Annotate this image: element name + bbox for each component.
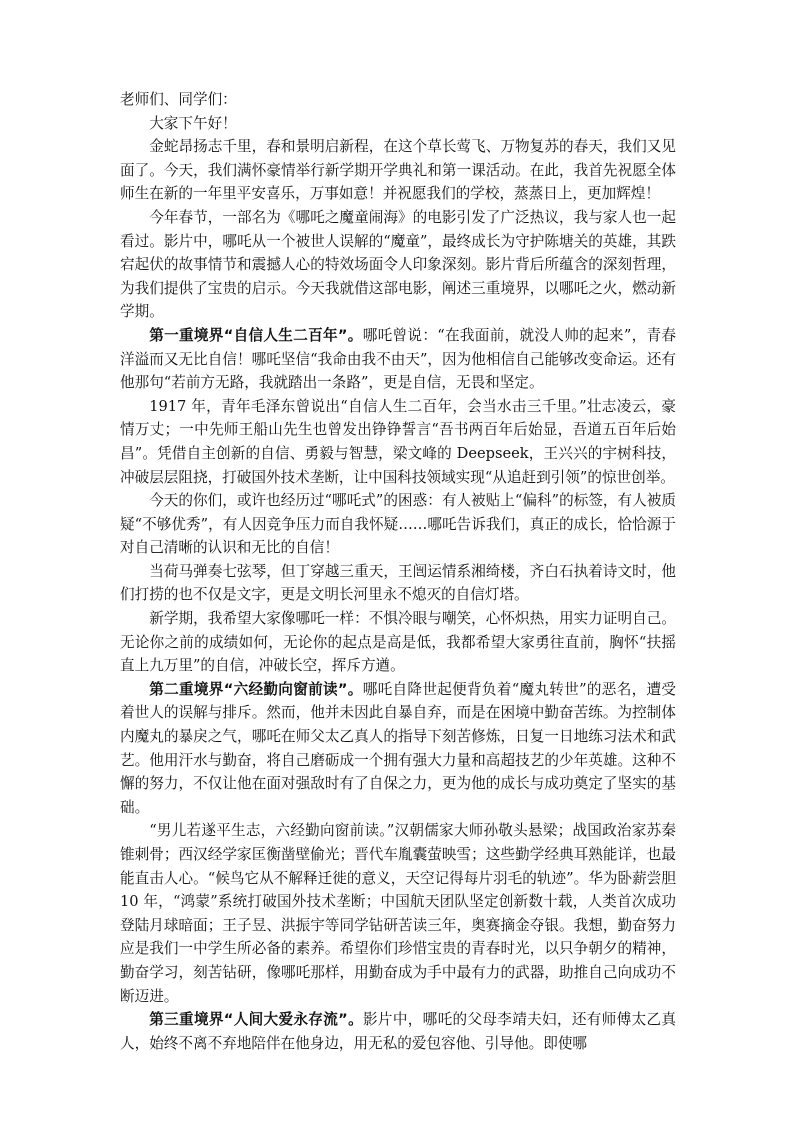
paragraph-new-semester: 新学期，我希望大家像哪吒一样：不惧冷眼与嘲笑，心怀炽热，用实力证明自己。无论你之前的成绩如何，无论你的起点是高是低，我都希望大家勇往直前，胸怀“扶摇直上九万里”的自信，冲破长空，挥斥方遒。 (120, 610, 676, 675)
paragraph-confidence-examples: 1917 年，青年毛泽东曾说出“自信人生二百年，会当水击三千里。”壮志凌云，豪情万丈；一中先师王船山先生也曾发出铮铮誓言“吾书两百年后始显，吾道五百年后始昌”。凭借自主创新的自信、勇毅与智慧，梁文峰的 Deepseek，王兴兴的宇树科技，冲破层层阻挠，打破国外技术垄断，让中国科技领域实现“从追赶到引领”的惊世创举。 (120, 397, 676, 486)
speech-document (120, 88, 676, 1055)
paragraph-diligence-examples: “男儿若遂平生志，六经勤向窗前读。”汉朝儒家大师孙敬头悬梁；战国政治家苏秦锥刺骨；西汉经学家匡衡凿壁偷光；晋代车胤囊萤映雪；这些勤学经典耳熟能详，也最能直击人心。“候鸟它从不解释迁徙的意义，天空记得每片羽毛的轨迹”。华为卧薪尝胆 10 年，“鸿蒙”系统打破国外技术垄断；中国航天团队坚定创新数十载，人类首次成功登陆月球暗面；王子昱、洪振宇等同学钻研苦读三年，奥赛摘金夺银。我想，勤奋努力应是我们一中学生所必备的素养。希望你们珍惜宝贵的青春时光，以只争朝夕的精神，勤奋学习，刻苦钻研，像哪吒那样，用勤奋成为手中最有力的武器，助推自己向成功不断迈进。 (120, 822, 676, 1005)
greeting: 大家下午好！ (149, 114, 237, 132)
section-three-text: 影片中，哪吒的父母李靖夫妇，还有师傅太乙真人，始终不离不弃地陪伴在他身边，用无私的爱包容他、引导他。即使哪 (120, 1011, 676, 1052)
paragraph-lighthouse: 当荷马弹奏七弦琴，但丁穿越三重天，王闿运情系湘绮楼，齐白石执着诗文时，他们打捞的也不仅是文字，更是文明长河里永不熄灭的自信灯塔。 (120, 562, 676, 604)
section-two (120, 678, 676, 820)
salutation: 老师们、同学们： (120, 91, 237, 108)
section-three (120, 1008, 676, 1055)
paragraph-opening: 金蛇昂扬志千里，春和景明启新程，在这个草长莺飞、万物复苏的春天，我们又见面了。今天，我们满怀豪情举行新学期开学典礼和第一课活动。在此，我首先祝愿全体师生在新的一年里平安喜乐，万事如意！并祝愿我们的学校，蒸蒸日上，更加辉煌！ (120, 138, 676, 203)
section-one-text: 哪吒曾说：“在我面前，就没人帅的起来”，青春洋溢而又无比自信！哪吒坚信“我命由我不由天”，因为他相信自己能够改变命运。还有他那句“若前方无路，我就踏出一条路”，更是自信，无畏和坚定。 (120, 326, 676, 392)
section-two-text: 哪吒自降世起便背负着“魔丸转世”的恶名，遭受着世人的误解与排斥。然而，他并未因此自暴自弃，而是在困境中勤奋苦练。为控制体内魔丸的暴戾之气，哪吒在师父太乙真人的指导下刻苦修炼，日复一日地练习法术和武艺。他用汗水与勤奋，将自己磨砺成一个拥有强大力量和高超技艺的少年英雄。这种不懈的努力，不仅让他在面对强敌时有了自保之力，更为他的成长与成功奠定了坚实的基础。 (120, 680, 676, 816)
paragraph-film-intro: 今年春节，一部名为《哪吒之魔童闹海》的电影引发了广泛热议，我与家人也一起看过。影片中，哪吒从一个被世人误解的“魔童”，最终成长为守护陈塘关的英雄，其跌宕起伏的故事情节和震撼人心的特效场面令人印象深刻。影片背后所蕴含的深刻哲理，为我们提供了宝贵的启示。今天我就借这部电影，阐述三重境界，以哪吒之火，燃动新学期。 (120, 208, 676, 321)
section-two-heading: 第二重境界“六经勤向窗前读”。 (149, 680, 363, 698)
section-three-heading: 第三重境界“人间大爱永存流”。 (149, 1011, 363, 1029)
section-one (120, 324, 676, 395)
section-one-heading: 第一重境界“自信人生二百年”。 (149, 326, 363, 344)
paragraph-confusion: 今天的你们，或许也经历过“哪吒式”的困惑：有人被贴上“偏科”的标签，有人被质疑“不够优秀”，有人因竞争压力而自我怀疑……哪吒告诉我们，真正的成长，恰恰源于对自己清晰的认识和无比的自信！ (120, 492, 676, 557)
